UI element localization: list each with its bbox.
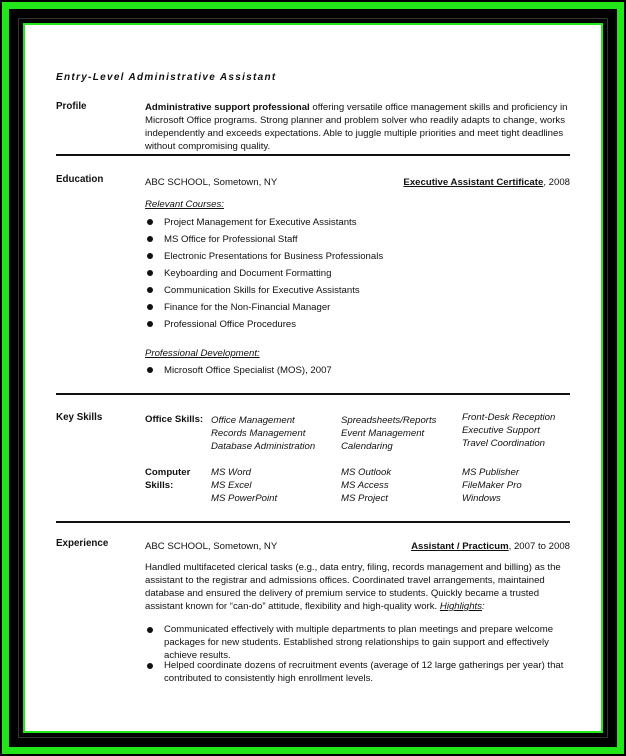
skill-item: Records Management <box>211 428 306 439</box>
profile-heading: Profile <box>56 101 87 112</box>
courses-list <box>145 214 383 333</box>
skill-item: Calendaring <box>341 441 393 452</box>
skill-item: MS Outlook <box>341 467 392 478</box>
section-divider <box>56 521 570 523</box>
course-text: Communication Skills for Executive Assistants <box>164 285 360 296</box>
bullet-icon <box>147 304 153 310</box>
office-skills-label: Office Skills: <box>145 414 204 425</box>
skill-item: MS Excel <box>211 480 252 491</box>
resume-title: Entry-Level Administrative Assistant <box>56 72 277 83</box>
certificate-year: , 2008 <box>543 177 570 188</box>
highlights-label: Highlights <box>439 601 483 612</box>
education-school: ABC SCHOOL, Sometown, NY <box>145 177 278 188</box>
bullet-icon <box>147 270 153 276</box>
course-text: Professional Office Procedures <box>164 319 297 330</box>
highlight-text: Communicated effectively with multiple departments to plan meetings and prepare welcome packages for new students. Established strong relationships to gain support and effectively achieve results. <box>164 624 554 661</box>
skill-item: MS Word <box>211 467 251 478</box>
experience-heading: Experience <box>56 538 109 549</box>
office-skills-col-3 <box>462 411 555 450</box>
profile-body: offering versatile office management skills and proficiency in Microsoft Office programs. Strong planner and problem solver who readily adapts to change, works independently and exceeds expectations. Able to juggle multiple priorities and meet tight deadlines without compromising quality. <box>145 102 568 152</box>
section-divider <box>56 154 570 156</box>
education-heading: Education <box>56 174 104 185</box>
bullet-icon <box>147 219 153 225</box>
highlights-colon: : <box>482 601 485 612</box>
list-item <box>145 362 332 379</box>
office-skills-col-1 <box>211 414 315 453</box>
computer-skills-col-2 <box>341 466 391 505</box>
bullet-icon <box>147 627 153 633</box>
role-title: Assistant / Practicum <box>411 541 509 552</box>
course-text: MS Office for Professional Staff <box>164 234 298 245</box>
bullet-icon <box>147 236 153 242</box>
computer-skills-col-1 <box>211 466 277 505</box>
bullet-icon <box>147 367 153 373</box>
list-item <box>145 214 383 231</box>
course-text: Electronic Presentations for Business Professionals <box>164 251 384 262</box>
skill-item: MS Publisher <box>462 467 520 478</box>
computer-skills-label <box>145 466 190 492</box>
bullet-icon <box>147 663 153 669</box>
skill-item: MS Access <box>341 480 389 491</box>
skill-item: Event Management <box>341 428 425 439</box>
development-list <box>145 362 332 379</box>
course-text: Project Management for Executive Assistants <box>164 217 357 228</box>
skills-heading: Key Skills <box>56 412 103 423</box>
skill-item: Front-Desk Reception <box>462 412 556 423</box>
skill-item: Office Management <box>211 415 295 426</box>
list-item <box>145 248 383 265</box>
computer-label-line: Skills: <box>145 480 174 491</box>
computer-skills-col-3 <box>462 466 522 505</box>
skill-item: Travel Coordination <box>462 438 546 449</box>
highlight-text: Helped coordinate dozens of recruitment events (average of 12 large gatherings per year) that contributed to consistently high enrollment levels. <box>164 660 564 684</box>
office-skills-col-2 <box>341 414 436 453</box>
computer-label-line: Computer <box>145 467 191 478</box>
bullet-icon <box>147 321 153 327</box>
highlight-item <box>145 659 573 685</box>
summary-text: Handled multifaceted clerical tasks (e.g., data entry, filing, records management and billing) as the assistant to the registrar and admissions offices. Coordinated travel arrangements, maintained database and ensured the delivery of premium service to students. Quickly became a trusted assistant known for “can-do” attitude, flexibility and high-quality work. <box>145 562 561 612</box>
courses-label: Relevant Courses: <box>145 199 224 210</box>
highlight-item <box>145 623 573 662</box>
list-item <box>145 265 383 282</box>
bullet-icon <box>147 253 153 259</box>
experience-summary <box>145 561 573 613</box>
course-text: Keyboarding and Document Formatting <box>164 268 332 279</box>
certificate-name: Executive Assistant Certificate <box>403 177 544 188</box>
section-divider <box>56 393 570 395</box>
skill-item: Executive Support <box>462 425 540 436</box>
development-label: Professional Development: <box>145 348 260 359</box>
skill-item: MS PowerPoint <box>211 493 278 504</box>
experience-role <box>411 541 570 552</box>
profile-lead: Administrative support professional <box>145 102 310 113</box>
course-text: Finance for the Non-Financial Manager <box>164 302 331 313</box>
skill-item: Spreadsheets/Reports <box>341 415 437 426</box>
bullet-icon <box>147 287 153 293</box>
profile-text <box>145 101 573 153</box>
skill-item: Windows <box>462 493 501 504</box>
experience-employer: ABC SCHOOL, Sometown, NY <box>145 541 278 552</box>
skill-item: MS Project <box>341 493 388 504</box>
education-certificate <box>403 177 570 188</box>
list-item <box>145 282 383 299</box>
development-text: Microsoft Office Specialist (MOS), 2007 <box>164 365 332 376</box>
skill-item: Database Administration <box>211 441 316 452</box>
list-item <box>145 316 383 333</box>
list-item <box>145 299 383 316</box>
list-item <box>145 231 383 248</box>
role-dates: , 2007 to 2008 <box>508 541 570 552</box>
skill-item: FileMaker Pro <box>462 480 522 491</box>
